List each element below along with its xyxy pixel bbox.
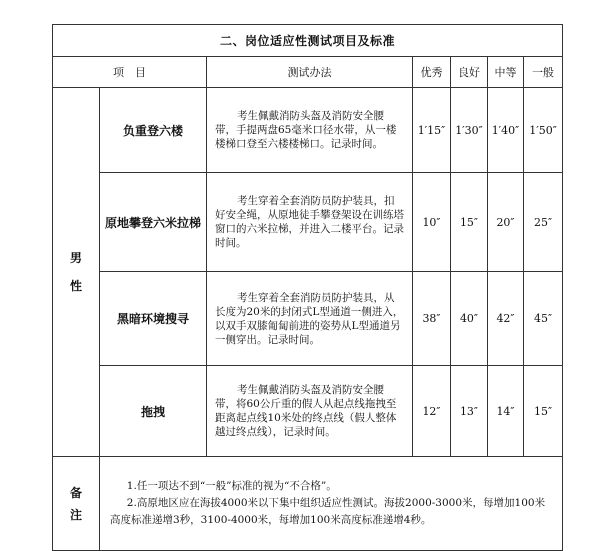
note-line: 2.高原地区应在海拔4000米以下集中组织适应性测试。海拔2000-3000米，每增加100米高度标准递增3秒，3100-4000米，每增加100米高度标准递增4秒。 [110, 497, 546, 526]
excellent-time: 12″ [413, 366, 451, 457]
table-row [53, 88, 563, 173]
excellent-time: 10″ [413, 173, 451, 272]
note-line: 1.任一项达不到“一般”标准的视为“不合格”。 [126, 480, 337, 492]
medium-time: 14″ [488, 366, 524, 457]
general-time: 25″ [524, 173, 563, 272]
item-name: 拖拽 [100, 366, 207, 457]
table-row [53, 173, 563, 272]
header-medium: 中等 [488, 57, 524, 88]
header-good: 良好 [451, 57, 488, 88]
table-row [53, 366, 563, 457]
method-text: 考生穿着全套消防员防护装具，扣好安全绳，从原地徒手攀登架设在训练塔窗口的六米拉梯，并进入二楼平台。记录时间。 [207, 173, 413, 272]
header-general: 一般 [524, 57, 563, 88]
notes-row [53, 457, 563, 551]
item-name: 黑暗环境搜寻 [100, 272, 207, 366]
header-row [53, 57, 563, 88]
header-item: 项 目 [53, 57, 207, 88]
general-time: 1′50″ [524, 88, 563, 173]
table-row [53, 272, 563, 366]
item-name: 负重登六楼 [100, 88, 207, 173]
sex-label: 男 性 [53, 88, 100, 457]
excellent-time: 1′15″ [413, 88, 451, 173]
method-text: 考生佩戴消防头盔及消防安全腰带，手提两盘65毫米口径水带，从一楼楼梯口登至六楼楼梯口。记录时间。 [207, 88, 413, 173]
good-time: 1′30″ [451, 88, 488, 173]
medium-time: 42″ [488, 272, 524, 366]
general-time: 15″ [524, 366, 563, 457]
table-title: 二、岗位适应性测试项目及标准 [53, 25, 563, 57]
header-excellent: 优秀 [413, 57, 451, 88]
notes-content [100, 457, 563, 551]
standards-table [52, 24, 563, 551]
good-time: 13″ [451, 366, 488, 457]
method-text: 考生佩戴消防头盔及消防安全腰带，将60公斤重的假人从起点线拖拽至距离起点线10米处的终点线（假人整体越过终点线），记录时间。 [207, 366, 413, 457]
header-method: 测试办法 [207, 57, 413, 88]
good-time: 15″ [451, 173, 488, 272]
general-time: 45″ [524, 272, 563, 366]
item-name: 原地攀登六米拉梯 [100, 173, 207, 272]
excellent-time: 38″ [413, 272, 451, 366]
medium-time: 20″ [488, 173, 524, 272]
method-text: 考生穿着全套消防员防护装具，从长度为20米的封闭式L型通道一侧进入，以双手双膝匍匐前进的姿势从L型通道另一侧穿出。记录时间。 [207, 272, 413, 366]
title-row [53, 25, 563, 57]
medium-time: 1′40″ [488, 88, 524, 173]
good-time: 40″ [451, 272, 488, 366]
notes-label: 备 注 [53, 457, 100, 551]
